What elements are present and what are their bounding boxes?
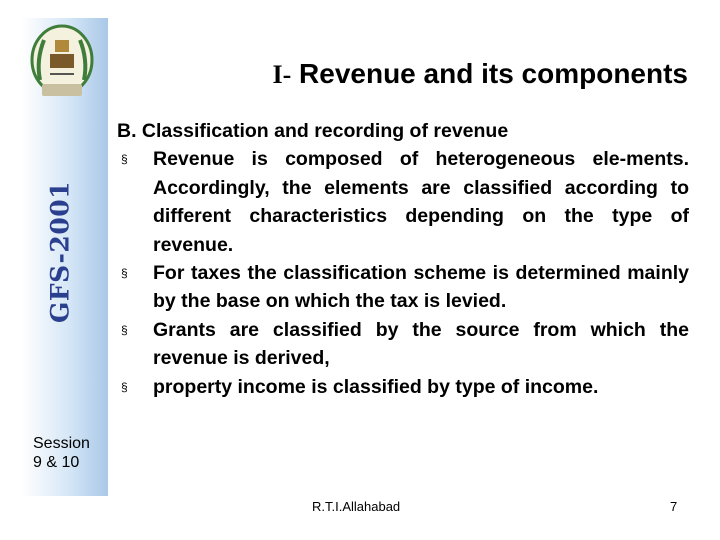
bullet-item [117, 145, 689, 259]
slide-title [128, 58, 688, 90]
session-line-1: Session [33, 435, 90, 452]
session-label [33, 434, 113, 472]
bullet-item [117, 316, 689, 373]
bullet-marker-icon: § [121, 266, 128, 281]
bullet-text: For taxes the classification scheme is determined mainly by the base on which the tax is levied. [153, 262, 689, 313]
bullet-text: Grants are classified by the source from which the revenue is derived, [153, 318, 689, 370]
vertical-gfs-label: GFS-2001 [45, 180, 75, 324]
title-prefix: I- [272, 60, 292, 89]
emblem-logo-icon [28, 22, 96, 106]
bullet-marker-icon: § [121, 152, 128, 167]
footer-institute: R.T.I.Allahabad [312, 499, 401, 514]
bullet-item [117, 259, 689, 316]
bullet-item [117, 373, 689, 401]
bullet-marker-icon: § [121, 322, 128, 337]
bullet-text: property income is classified by type of income. [153, 375, 599, 398]
title-text: Revenue and its components [299, 58, 688, 89]
bullet-text: Revenue is composed of heterogeneous ele-ments. Accordingly, the elements are classified according to different characteristics depending on the type of revenue. [153, 148, 689, 256]
page-number: 7 [670, 499, 678, 514]
bullet-marker-icon: § [121, 379, 128, 394]
bullet-list [117, 145, 689, 401]
session-line-2: 9 & 10 [33, 454, 80, 471]
section-heading: B. Classification and recording of revenue [117, 120, 509, 142]
slide-content [117, 117, 689, 401]
